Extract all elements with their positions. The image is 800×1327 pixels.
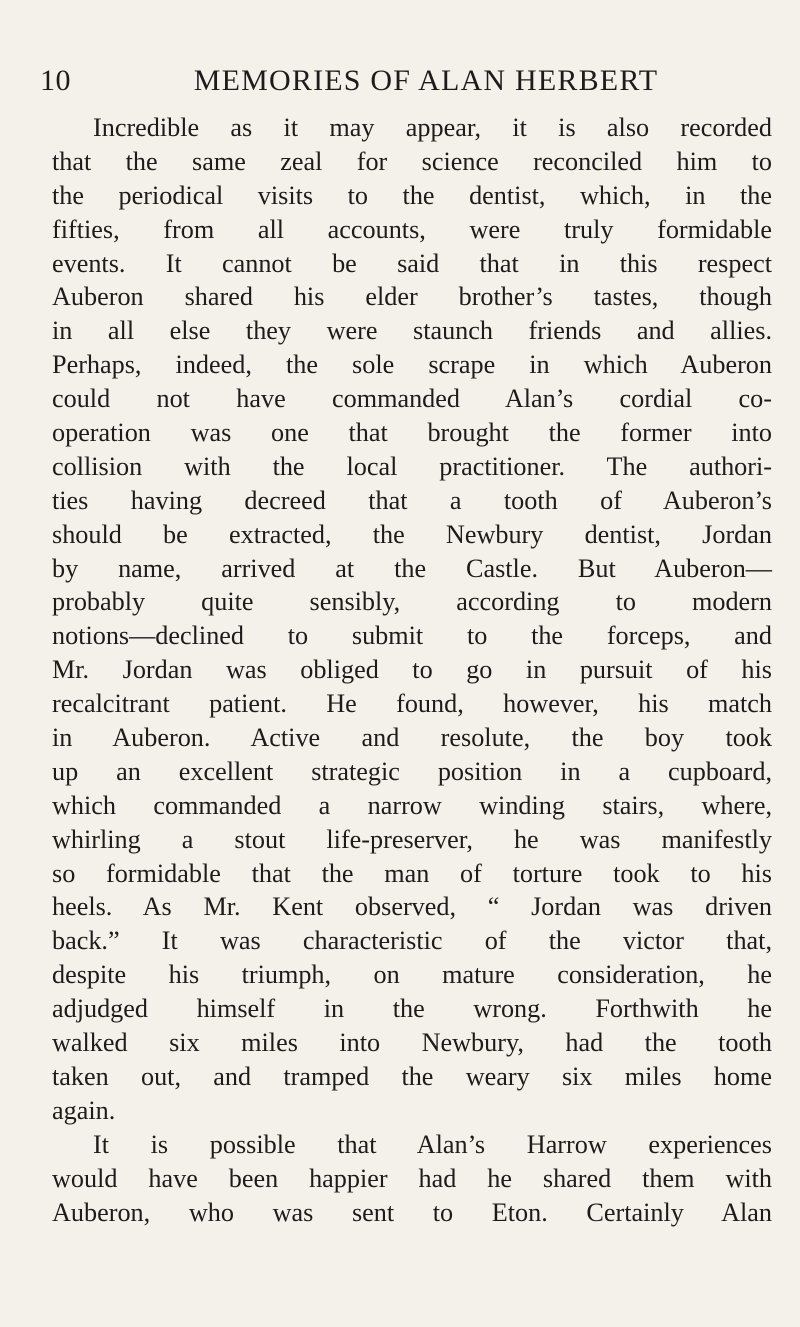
body-text [52, 111, 772, 1229]
text-line: in all else they were staunch friends and allies. [52, 316, 772, 346]
text-line: despite his triumph, on mature consideration, he [52, 960, 772, 990]
text-line: Incredible as it may appear, it is also recorded [93, 113, 772, 142]
text-line: back.” It was characteristic of the victor that, [52, 926, 772, 956]
text-line: Auberon, who was sent to Eton. Certainly Alan [52, 1197, 772, 1227]
text-line: heels. As Mr. Kent observed, “ Jordan was driven [52, 892, 772, 922]
text-line: should be extracted, the Newbury dentist, Jordan [52, 519, 772, 549]
text-line: notions—declined to submit to the forceps, and [52, 621, 772, 651]
text-line: taken out, and tramped the weary six miles home [52, 1061, 772, 1091]
text-line: adjudged himself in the wrong. Forthwith he [52, 994, 772, 1024]
text-line: up an excellent strategic position in a cupboard, [52, 756, 772, 786]
text-line: It is possible that Alan’s Harrow experiences [93, 1129, 772, 1159]
text-line: in Auberon. Active and resolute, the boy took [52, 723, 772, 753]
text-line: the periodical visits to the dentist, which, in the [52, 180, 772, 210]
text-line: would have been happier had he shared them with [52, 1163, 772, 1193]
running-title: MEMORIES OF ALAN HERBERT [193, 64, 659, 97]
text-line: by name, arrived at the Castle. But Auberon— [52, 553, 772, 583]
page-number: 10 [40, 64, 71, 97]
text-line: walked six miles into Newbury, had the tooth [52, 1028, 772, 1058]
text-line: again. [52, 1095, 116, 1125]
text-line: could not have commanded Alan’s cordial co- [52, 384, 772, 414]
text-line: collision with the local practitioner. The authori- [52, 451, 772, 481]
text-line: events. It cannot be said that in this respect [52, 248, 772, 278]
text-line: ties having decreed that a tooth of Auberon’s [52, 485, 772, 515]
text-line: probably quite sensibly, according to modern [52, 587, 772, 617]
text-line: fifties, from all accounts, were truly formidable [52, 214, 772, 244]
text-line: that the same zeal for science reconciled him to [52, 146, 772, 176]
text-line: recalcitrant patient. He found, however, his match [52, 689, 772, 719]
text-line: whirling a stout life-preserver, he was manifestly [52, 824, 772, 854]
text-line: Perhaps, indeed, the sole scrape in which Auberon [52, 350, 772, 380]
page-header [0, 64, 800, 104]
text-line: Auberon shared his elder brother’s tastes, though [52, 282, 772, 312]
text-line: Mr. Jordan was obliged to go in pursuit of his [52, 655, 772, 685]
text-line: which commanded a narrow winding stairs, where, [52, 790, 772, 820]
text-line: operation was one that brought the former into [52, 418, 772, 448]
text-line: so formidable that the man of torture took to his [52, 858, 772, 888]
